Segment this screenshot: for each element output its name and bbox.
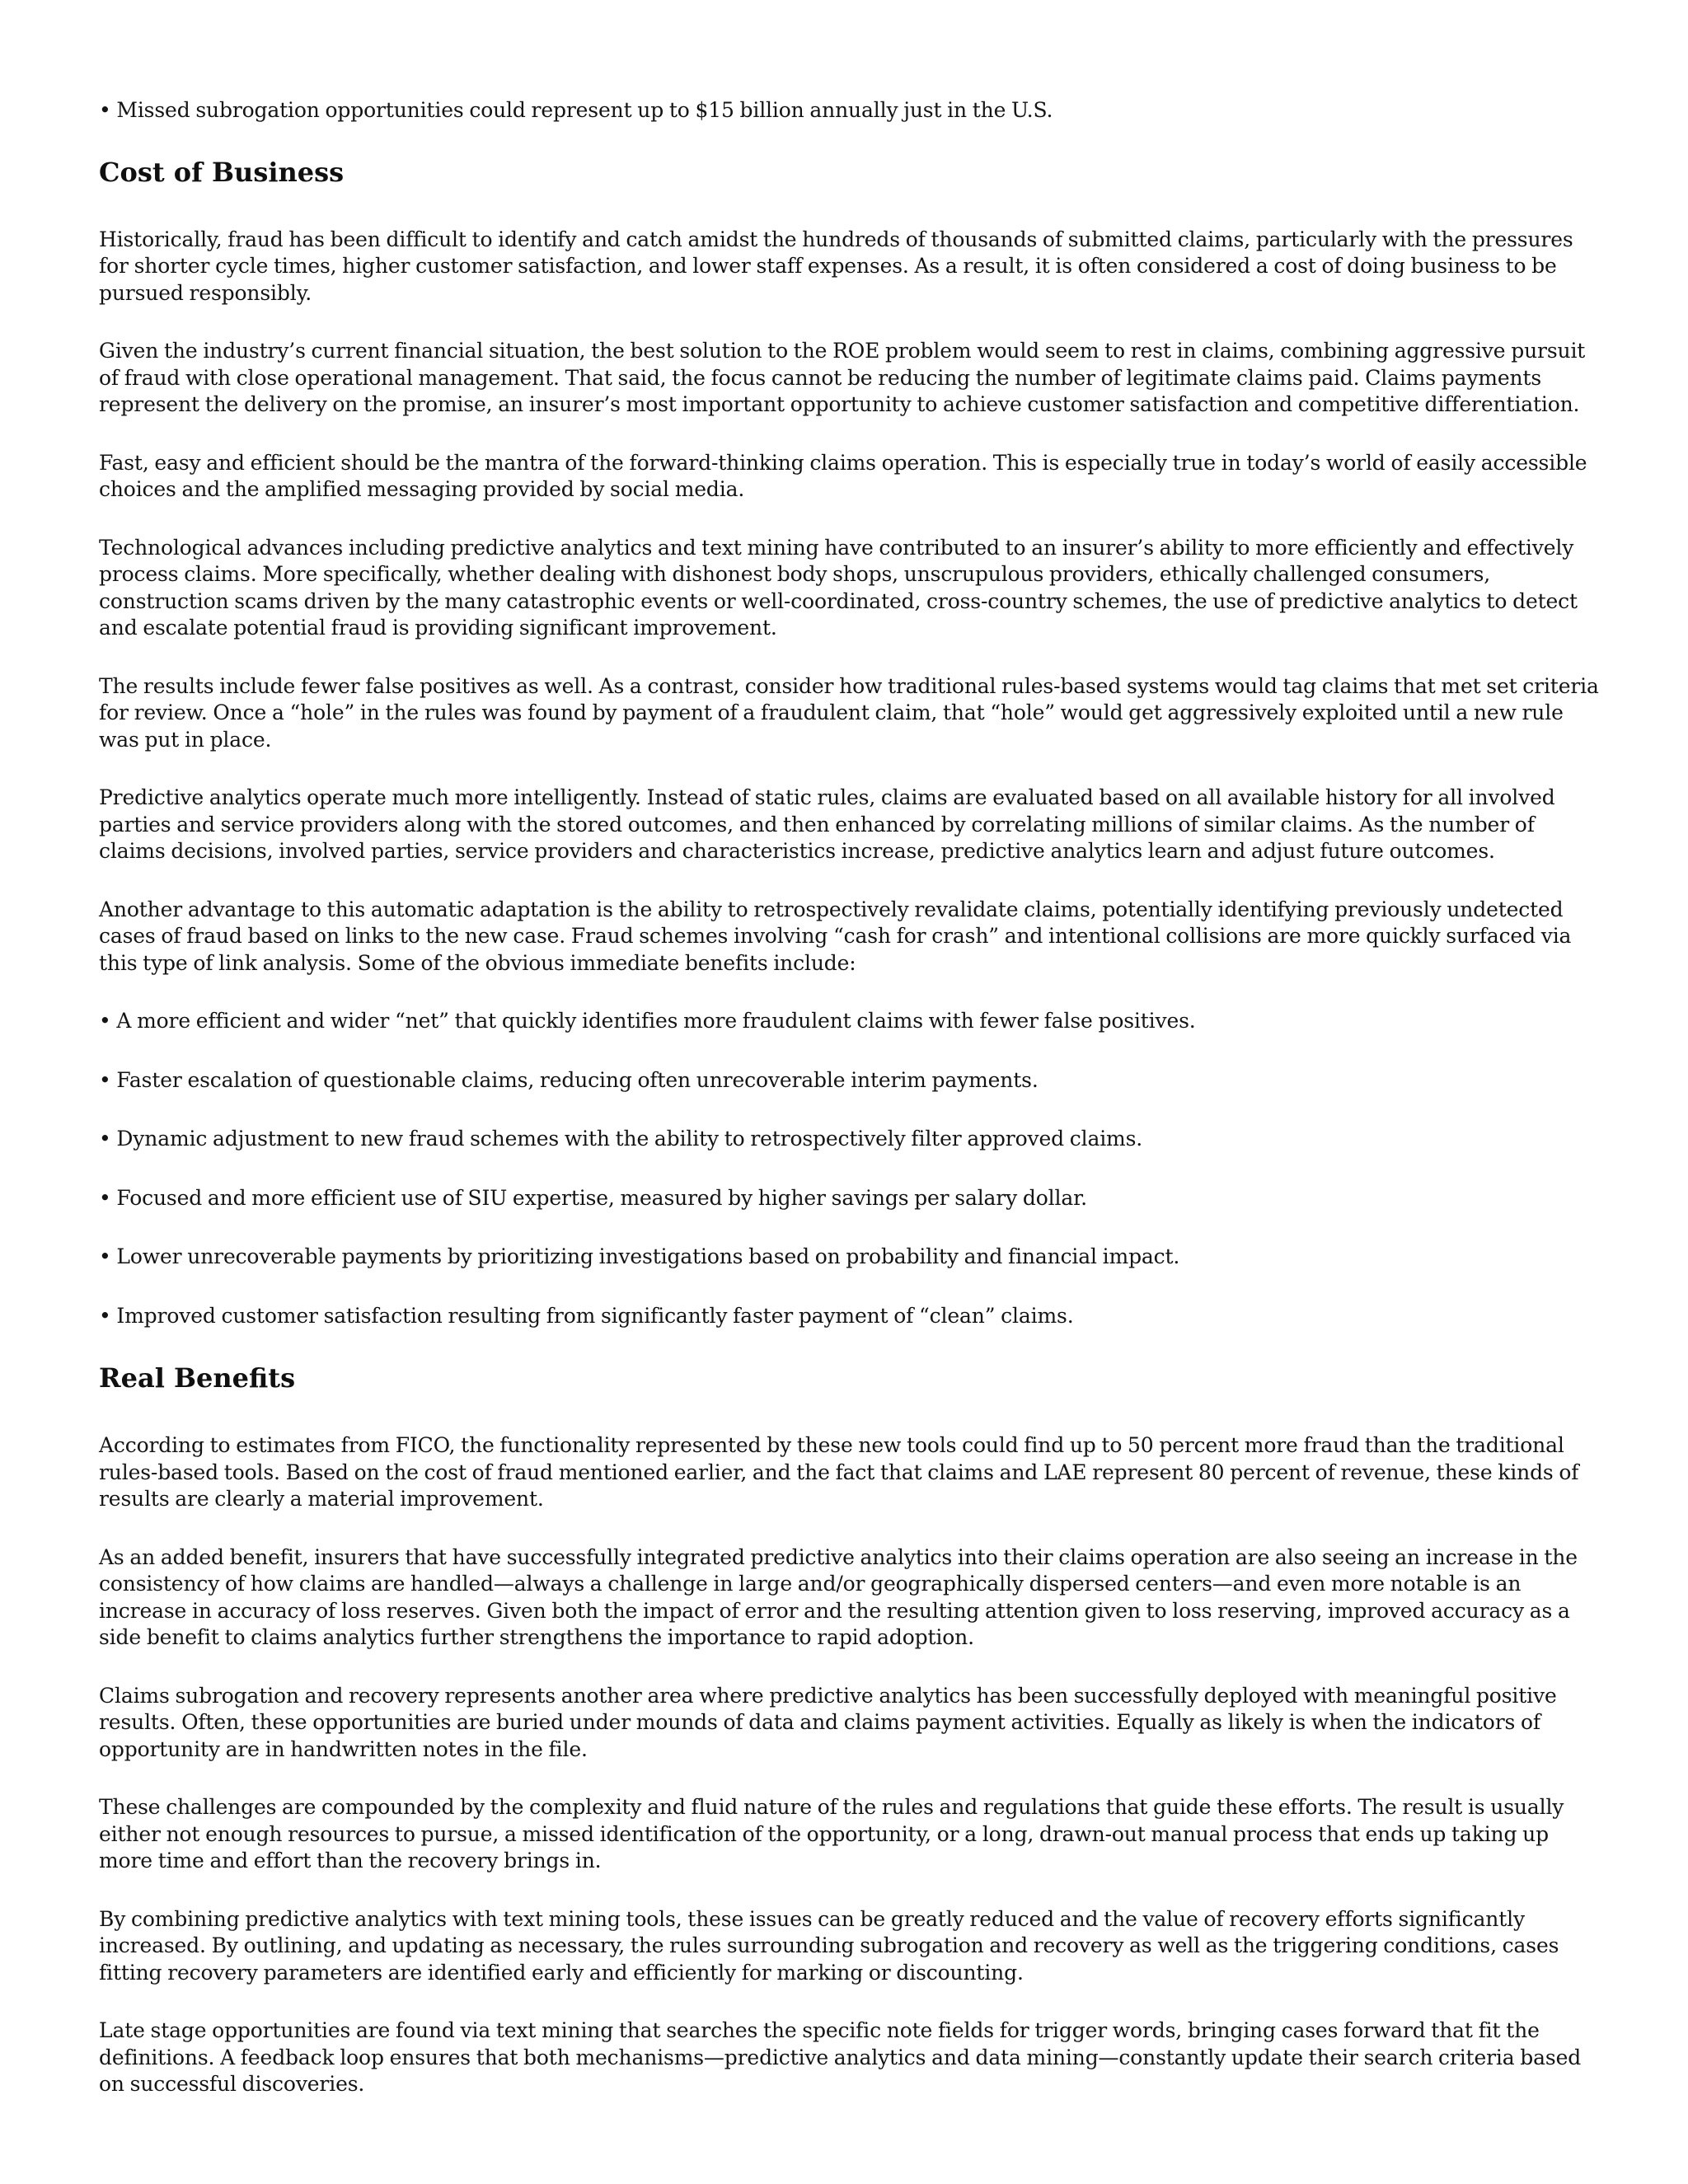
section-heading-cost-of-business: Cost of Business	[99, 156, 345, 188]
list-item: • A more efficient and wider “net” that quickly identifies more fraudulent claims with fewer false positives.	[99, 1009, 1196, 1033]
paragraph: As an added benefit, insurers that have successfully integrated predictive analytics into their claims operation are also seeing an increase in the consistency of how claims are handled—always a challenge in large and/or geographically dispersed centers—and even more notable is an increase in accuracy of loss reserves. Given both the impact of error and the resulting attention given to loss reserving, improved accuracy as a side benefit to claims analytics further strengthens the importance to rapid adoption.	[99, 1544, 1578, 1649]
list-item: • Faster escalation of questionable claims, reducing often unrecoverable interim payments.	[99, 1067, 1039, 1092]
paragraph: These challenges are compounded by the complexity and fluid nature of the rules and regulations that guide these efforts. The result is usually either not enough resources to pursue, a missed identification of the opportunity, or a long, drawn-out manual process that ends up taking up more time and effort than the recovery brings in.	[99, 1795, 1564, 1872]
paragraph: Historically, fraud has been difficult to identify and catch amidst the hundreds of thousands of submitted claims, particularly with the pressures for shorter cycle times, higher customer satisfaction, and lower staff expenses. As a result, it is often considered a cost of doing business to be pursued responsibly.	[99, 227, 1573, 305]
paragraph: Fast, easy and efficient should be the mantra of the forward-thinking claims operation. This is especially true in today’s world of easily accessible choices and the amplified messaging provided by social media.	[99, 450, 1587, 501]
paragraph: According to estimates from FICO, the functionality represented by these new tools could find up to 50 percent more fraud than the traditional rules-based tools. Based on the cost of fraud mentioned earlier, and the fact that claims and LAE represent 80 percent of revenue, these kinds of results are clearly a material improvement.	[99, 1433, 1579, 1511]
intro-bullet: • Missed subrogation opportunities could represent up to $15 billion annually just in the U.S.	[99, 98, 1053, 122]
list-item: • Lower unrecoverable payments by prioritizing investigations based on probability and financial impact.	[99, 1244, 1180, 1268]
paragraph: Given the industry’s current financial situation, the best solution to the ROE problem would seem to rest in claims, combining aggressive pursuit of fraud with close operational management. That said, the focus cannot be reducing the number of legitimate claims paid. Claims payments represent the delivery on the promise, an insurer’s most important opportunity to achieve customer satisfaction and competitive differentiation.	[99, 339, 1586, 416]
paragraph: Late stage opportunities are found via text mining that searches the specific note fields for trigger words, bringing cases forward that fit the definitions. A feedback loop ensures that both mechanisms—predictive analytics and data mining—constantly update their search criteria based on successful discoveries.	[99, 2018, 1582, 2096]
list-item: • Focused and more efficient use of SIU expertise, measured by higher savings per salary dollar.	[99, 1185, 1087, 1210]
paragraph: Claims subrogation and recovery represents another area where predictive analytics has been successfully deployed with meaningful positive results. Often, these opportunities are buried under mounds of data and claims payment activities. Equally as likely is when the indicators of opportunity are in handwritten notes in the file.	[99, 1683, 1557, 1761]
list-item: • Improved customer satisfaction resulting from significantly faster payment of “clean” claims.	[99, 1303, 1074, 1328]
article-page	[99, 97, 1599, 2098]
list-item: • Dynamic adjustment to new fraud schemes with the ability to retrospectively filter approved claims.	[99, 1127, 1143, 1151]
paragraph: By combining predictive analytics with text mining tools, these issues can be greatly reduced and the value of recovery efforts significantly increased. By outlining, and updating as necessary, the rules surrounding subrogation and recovery as well as the triggering conditions, cases fitting recovery parameters are identified early and efficiently for marking or discounting.	[99, 1906, 1559, 1985]
paragraph: Predictive analytics operate much more intelligently. Instead of static rules, claims are evaluated based on all available history for all involved parties and service providers along with the stored outcomes, and then enhanced by correlating millions of similar claims. As the number of claims decisions, involved parties, service providers and characteristics increase, predictive analytics learn and adjust future outcomes.	[99, 785, 1555, 863]
section-heading-real-benefits: Real Benefits	[99, 1362, 296, 1394]
paragraph: Another advantage to this automatic adaptation is the ability to retrospectively revalidate claims, potentially identifying previously undetected cases of fraud based on links to the new case. Fraud schemes involving “cash for crash” and intentional collisions are more quickly surfaced via this type of link analysis. Some of the obvious immediate benefits include:	[99, 897, 1572, 975]
paragraph: The results include fewer false positives as well. As a contrast, consider how traditional rules-based systems would tag claims that met set criteria for review. Once a “hole” in the rules was found by payment of a fraudulent claim, that “hole” would get aggressively exploited until a new rule was put in place.	[99, 673, 1599, 752]
paragraph: Technological advances including predictive analytics and text mining have contributed to an insurer’s ability to more efficiently and effectively process claims. More specifically, whether dealing with dishonest body shops, unscrupulous providers, ethically challenged consumers, construction scams driven by the many catastrophic events or well-coordinated, cross-country schemes, the use of predictive analytics to detect and escalate potential fraud is providing significant improvement.	[99, 535, 1578, 640]
